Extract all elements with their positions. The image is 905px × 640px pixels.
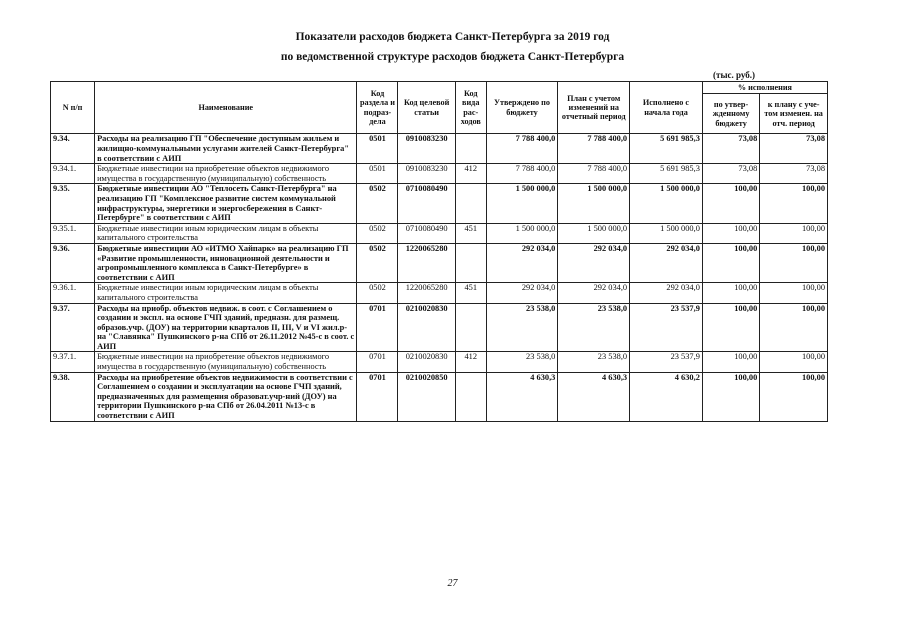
cell-name: Расходы на реализацию ГП "Обеспечение доступным жильем и жилищно-коммунальными услугами жителей Санкт-Петербурга" в соответствии с АИП [95,134,357,164]
cell-name: Бюджетные инвестиции иным юридическим лицам в объекты капитального строительства [95,223,357,243]
cell-plan: 1 500 000,0 [558,223,630,243]
table-row [51,184,828,223]
cell-razdel: 0701 [357,352,398,372]
cell-pct-approved: 100,00 [702,243,759,282]
table-row [51,352,828,372]
cell-approved: 292 034,0 [486,243,558,282]
cell-vr: 412 [455,164,486,184]
cell-razdel: 0701 [357,303,398,352]
cell-csr: 0710080490 [398,223,455,243]
cell-num: 9.36. [51,243,95,282]
cell-vr [455,134,486,164]
header-num: N п/п [51,82,95,134]
header-pct-approved: по утвер-жденному бюджету [702,94,759,134]
cell-plan: 1 500 000,0 [558,184,630,223]
cell-num: 9.37. [51,303,95,352]
cell-razdel: 0701 [357,372,398,421]
cell-razdel: 0502 [357,184,398,223]
cell-csr: 0210020850 [398,372,455,421]
cell-approved: 7 788 400,0 [486,164,558,184]
cell-pct-plan: 73,08 [760,164,828,184]
cell-pct-plan: 100,00 [760,372,828,421]
units-label: (тыс. руб.) [713,70,755,80]
cell-razdel: 0501 [357,164,398,184]
header-pct-plan: к плану с уче-том изменен. на отч. период [760,94,828,134]
cell-csr: 1220065280 [398,283,455,303]
cell-executed: 4 630,2 [630,372,703,421]
cell-vr: 412 [455,352,486,372]
cell-pct-approved: 100,00 [702,184,759,223]
cell-vr [455,303,486,352]
cell-approved: 1 500 000,0 [486,223,558,243]
cell-vr: 451 [455,283,486,303]
cell-pct-approved: 100,00 [702,303,759,352]
cell-executed: 23 537,9 [630,352,703,372]
cell-csr: 1220065280 [398,243,455,282]
cell-pct-plan: 100,00 [760,352,828,372]
cell-name: Бюджетные инвестиции на приобретение объектов недвижимого имущества в государственную (муниципальную) собственность [95,164,357,184]
table-row [51,134,828,164]
cell-pct-approved: 100,00 [702,352,759,372]
cell-num: 9.34.1. [51,164,95,184]
cell-num: 9.35.1. [51,223,95,243]
cell-razdel: 0502 [357,223,398,243]
cell-name: Бюджетные инвестиции на приобретение объектов недвижимого имущества в государственную (муниципальную) собственность [95,352,357,372]
cell-pct-approved: 100,00 [702,283,759,303]
cell-num: 9.34. [51,134,95,164]
cell-approved: 4 630,3 [486,372,558,421]
cell-razdel: 0501 [357,134,398,164]
cell-vr [455,184,486,223]
cell-razdel: 0502 [357,283,398,303]
cell-pct-plan: 100,00 [760,223,828,243]
cell-plan: 292 034,0 [558,243,630,282]
cell-approved: 23 538,0 [486,352,558,372]
cell-name: Расходы на приобретение объектов недвижимости в соответствии с Соглашением о создании и эксплуатации на основе ГЧП зданий, предназначенных для размещения образоват.учр-ний (ДОУ) на территории Пушкинского р-на СПб от 26.04.2011 №13-с в соответствии с АИП [95,372,357,421]
cell-plan: 23 538,0 [558,352,630,372]
cell-num: 9.37.1. [51,352,95,372]
cell-pct-approved: 73,08 [702,164,759,184]
cell-pct-plan: 100,00 [760,243,828,282]
cell-razdel: 0502 [357,243,398,282]
cell-executed: 292 034,0 [630,283,703,303]
cell-pct-plan: 100,00 [760,303,828,352]
budget-table [50,81,828,422]
cell-pct-approved: 100,00 [702,372,759,421]
cell-vr [455,372,486,421]
header-plan: План с учетом изменений на отчетный период [558,82,630,134]
table-row [51,243,828,282]
report-title-line-2: по ведомственной структуре расходов бюджета Санкт-Петербурга [280,51,625,63]
cell-num: 9.38. [51,372,95,421]
cell-plan: 4 630,3 [558,372,630,421]
cell-vr: 451 [455,223,486,243]
cell-name: Бюджетные инвестиции иным юридическим лицам в объекты капитального строительства [95,283,357,303]
cell-csr: 0210020830 [398,303,455,352]
cell-executed: 5 691 985,3 [630,134,703,164]
cell-pct-approved: 73,08 [702,134,759,164]
cell-csr: 0710080490 [398,184,455,223]
cell-vr [455,243,486,282]
cell-approved: 23 538,0 [486,303,558,352]
cell-num: 9.36.1. [51,283,95,303]
header-name: Наименование [95,82,357,134]
cell-plan: 7 788 400,0 [558,164,630,184]
cell-plan: 23 538,0 [558,303,630,352]
header-vr: Код вида рас-ходов [455,82,486,134]
table-row [51,223,828,243]
cell-executed: 1 500 000,0 [630,223,703,243]
cell-name: Бюджетные инвестиции АО «ИТМО Хайпарк» на реализацию ГП «Развитие промышленности, инновационной деятельности и агропромышленного комплекса в Санкт-Петербурге» в соответствии с АИП [95,243,357,282]
cell-executed: 1 500 000,0 [630,184,703,223]
cell-csr: 0210020830 [398,352,455,372]
report-title-line-1: Показатели расходов бюджета Санкт-Петербурга за 2019 год [295,31,610,43]
header-csr: Код целевой статьи [398,82,455,134]
cell-num: 9.35. [51,184,95,223]
table-row [51,283,828,303]
header-executed: Исполнено с начала года [630,82,703,134]
cell-csr: 0910083230 [398,134,455,164]
cell-pct-approved: 100,00 [702,223,759,243]
page-number: 27 [447,578,458,589]
cell-pct-plan: 73,08 [760,134,828,164]
header-razdel: Код раздела и подраз-дела [357,82,398,134]
header-pct-group: % исполнения [702,82,827,94]
cell-approved: 292 034,0 [486,283,558,303]
cell-csr: 0910083230 [398,164,455,184]
header-approved: Утверждено по бюджету [486,82,558,134]
cell-approved: 7 788 400,0 [486,134,558,164]
cell-executed: 5 691 985,3 [630,164,703,184]
cell-executed: 23 537,9 [630,303,703,352]
cell-name: Бюджетные инвестиции АО "Теплосеть Санкт-Петербурга" на реализацию ГП "Комплексное развитие систем коммунальной инфраструктуры, энергетики и энергосбережения в Санкт-Петербурге" в соответствии с АИП [95,184,357,223]
cell-executed: 292 034,0 [630,243,703,282]
cell-plan: 292 034,0 [558,283,630,303]
cell-pct-plan: 100,00 [760,283,828,303]
cell-plan: 7 788 400,0 [558,134,630,164]
cell-name: Расходы на приобр. объектов недвиж. в соот. с Соглашением о создании и экспл. на основе ГЧП зданий, предназн. для размещ. образов.учр. (ДОУ) на территории кварталов II, III, V и VI жил.р-на "Славянка" Пушкинского р-на СПб от 26.11.2012 №45-с в соот. с АИП [95,303,357,352]
table-row [51,164,828,184]
table-row [51,303,828,352]
cell-approved: 1 500 000,0 [486,184,558,223]
table-row [51,372,828,421]
cell-pct-plan: 100,00 [760,184,828,223]
